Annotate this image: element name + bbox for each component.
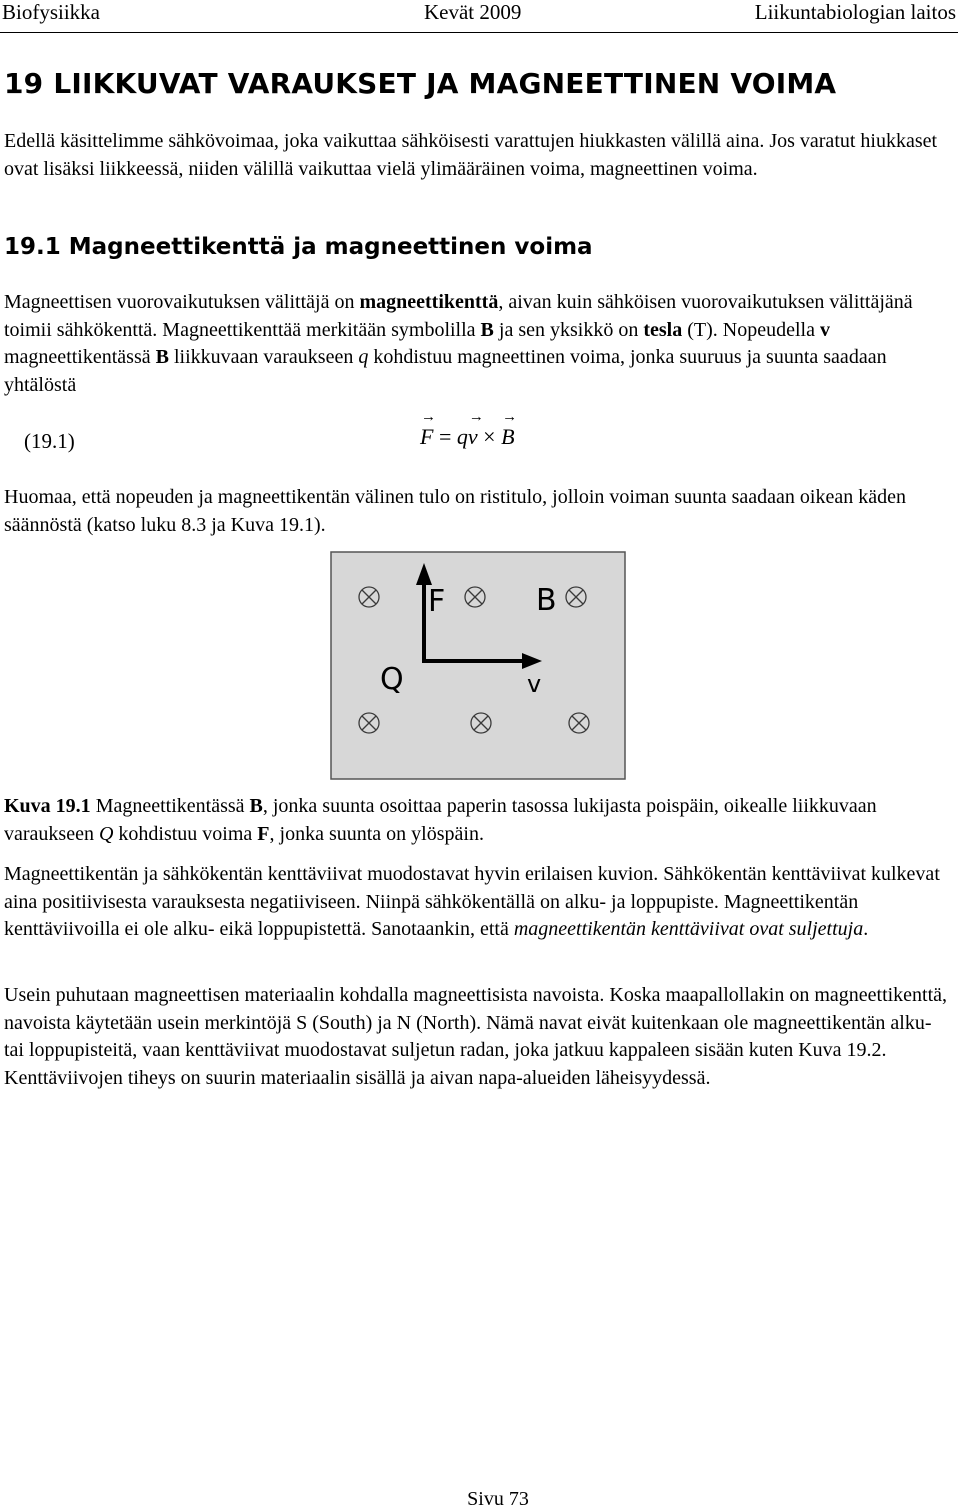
intro-paragraph: Edellä käsittelimme sähkövoimaa, joka vaikuttaa sähköisesti varattujen hiukkasten välillä aina. Jos varatut hiukkaset ovat lisäksi liikkeessä, niiden välillä vaikuttaa vielä ylimääräinen voima, magneettinen voima.: [4, 130, 938, 180]
figure-frame: [331, 552, 625, 779]
chapter-title: 19 LIIKKUVAT VARAUKSET JA MAGNEETTINEN VOIMA: [4, 67, 837, 100]
section-title: 19.1 Magneettikenttä ja magneettinen voima: [4, 234, 593, 260]
page-header: [0, 0, 960, 28]
figure-caption: Kuva 19.1 Magneettikentässä B, jonka suunta osoittaa paperin tasossa lukijasta poispäin, oikealle liikkuvaan varaukseen Q kohdistuu voima F, jonka suunta on ylöspäin.: [4, 795, 882, 845]
header-term: Kevät 2009: [424, 0, 522, 24]
field-label: B: [536, 583, 557, 618]
equation-number: (19.1): [24, 429, 75, 453]
poles-paragraph: Usein puhutaan magneettisen materiaalin kohdalla magneettisista navoista. Koska maapallollakin on magneettikenttä, navoista käytetään usein merkintöjä S (South) ja N (North). Nämä navat eivät kuitenkaan ole magneettikentän alku- tai loppupisteitä, vaan kenttäviivat muodostavat suljetun radan, joka jatkuu kappaleen sisään kuten Kuva 19.2. Kenttäviivojen tiheys on suurin materiaalin sisällä ja aivan napa-alueiden läheisyydessä.: [4, 984, 948, 1089]
charge-label: Q: [380, 662, 404, 697]
page-number: Sivu 73: [467, 1488, 529, 1510]
field-lines-paragraph: Magneettikentän ja sähkökentän kenttäviivat muodostavat hyvin erilaisen kuvion. Sähkökentän kenttäviivat kulkevat aina positiivisesta varauksesta negatiiviseen. Niinpä sähkökentällä on alku- ja loppupiste. Magneettikentän kenttäviivoilla ei ole alku- eikä loppupistettä. Sanotaankin, että magneettikentän kenttäviivat ovat suljettuja.: [4, 863, 945, 940]
header-department: Liikuntabiologian laitos: [754, 0, 956, 24]
figure-19-1: [330, 551, 626, 780]
header-course: Biofysiikka: [2, 0, 100, 24]
definition-paragraph: Magneettisen vuorovaikutuksen välittäjä on magneettikenttä, aivan kuin sähköisen vuorovaikutuksen välittäjänä toimii sähkökenttä. Magneettikenttää merkitään symbolilla B ja sen yksikkö on tesla (T). Nopeudella v magneettikentässä B liikkuvaan varaukseen q kohdistuu magneettinen voima, jonka suuruus ja suunta saadaan yhtälöstä: [4, 291, 918, 396]
page-footer: [0, 1488, 960, 1511]
lorentz-force-equation: → F = q→ v × → B: [420, 424, 515, 450]
header-rule: [0, 32, 958, 33]
velocity-label: v: [527, 670, 542, 698]
cross-product-paragraph: Huomaa, että nopeuden ja magneettikentän välinen tulo on ristitulo, jolloin voiman suunta saadaan oikean käden säännöstä (katso luku 8.3 ja Kuva 19.1).: [4, 486, 906, 536]
force-label: F: [428, 584, 446, 619]
